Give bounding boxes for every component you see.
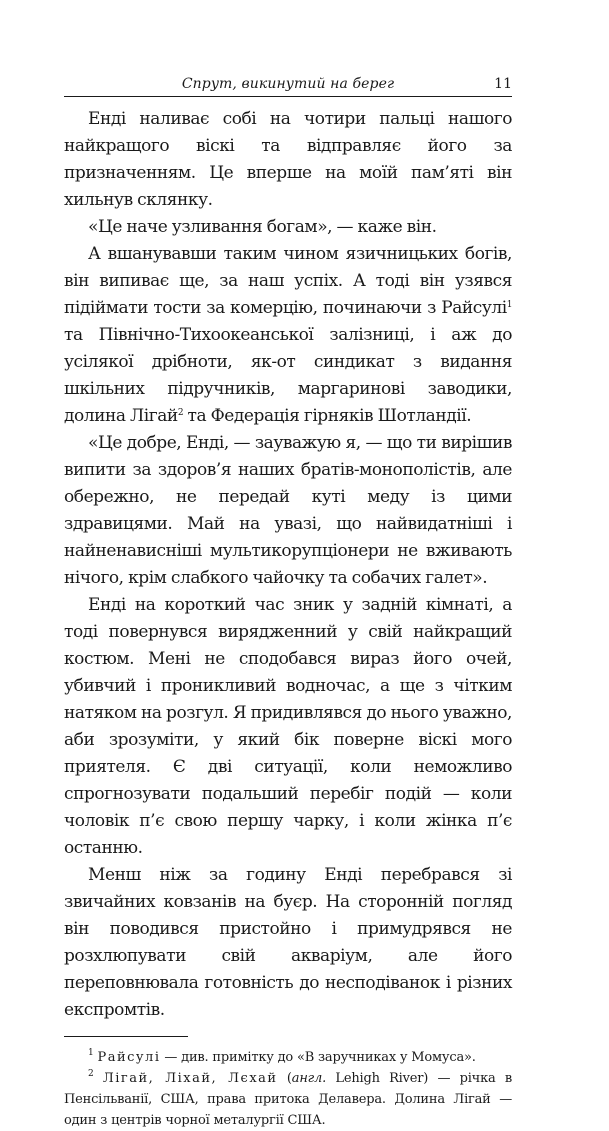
footnote-1-term: Райсулі bbox=[97, 1050, 161, 1065]
running-head bbox=[64, 74, 512, 97]
footnote-2-text: Lehigh River) — річка в Пенсільванії, США, права притока Делавера. Долина Лігай — один з центрів чорної металургії США. bbox=[64, 1071, 513, 1128]
paragraph-3 bbox=[64, 241, 512, 430]
footnote-2-lang: англ. bbox=[291, 1071, 327, 1086]
paragraph-4: «Це добре, Енді, — зауважую я, — що ти вирішив випити за здоров’я наших братів-монополістів, але обережно, не передай куті меду із цими здравицями. Май на увазі, що найвидатніші і найненависніші мультикорупціонери не вживають нічого, крім слабкого чайочку та собачих галет». bbox=[64, 433, 512, 588]
footnote-1-text: — див. примітку до «В заручниках у Момуса». bbox=[160, 1050, 476, 1065]
running-title: Спрут, викинутий на берег bbox=[181, 76, 395, 92]
body-text bbox=[64, 106, 512, 1024]
paragraph-6: Менш ніж за годину Енді перебрався зі звичайних ковзанів на буєр. На сторонній погляд він поводився пристойно і примудрявся не розхлюпувати свій акваріум, але його переповнювала готовність до несподіванок і різних експромтів. bbox=[64, 865, 512, 1020]
footnote-2 bbox=[64, 1068, 512, 1131]
page-number: 11 bbox=[494, 76, 512, 92]
footnote-2-open: ( bbox=[277, 1071, 292, 1086]
footnotes bbox=[64, 1047, 512, 1131]
paragraph-3-part-b: та Північно-Тихоокеанської залізниці, і аж до усілякої дрібноти, як-от синдикат з видання шкільних підручників, маргаринові заводики, долина Лігай bbox=[64, 325, 512, 426]
paragraph-1: Енді наливає собі на чотири пальці нашого найкращого віскі та відправляє його за призначенням. Це вперше на моїй пам’яті він хильнув склянку. bbox=[64, 109, 512, 210]
book-page bbox=[64, 74, 512, 1131]
paragraph-5: Енді на короткий час зник у задній кімнаті, а тоді повернувся вирядженний у свій найкращий костюм. Мені не сподобався вираз його очей, убивчий і проникливий водночас, а ще з чітким натяком на розгул. Я придивлявся до нього уважно, аби зрозуміти, у який бік поверне віскі мого приятеля. Є дві ситуації, коли неможливо спрогнозувати подальший перебіг подій — коли чоловік п’є свою першу чарку, і коли жінка п’є останню. bbox=[64, 595, 512, 858]
footnote-1-mark: 1 bbox=[88, 1048, 94, 1058]
footnote-2-mark: 2 bbox=[88, 1069, 94, 1079]
paragraph-2: «Це наче узливання богам», — каже він. bbox=[88, 217, 437, 237]
footnote-1 bbox=[64, 1047, 512, 1068]
footnote-ref-2: 2 bbox=[177, 408, 184, 418]
footnote-ref-1: 1 bbox=[506, 300, 512, 310]
paragraph-3-part-c: та Федерація гірняків Шотландії. bbox=[183, 406, 472, 426]
paragraph-3-part-a: А вшанувавши таким чином язичницьких богів, він випиває ще, за наш успіх. А тоді він узявся підіймати тости за комерцію, починаючи з Райсулі bbox=[64, 244, 512, 318]
footnote-2-term: Лігай, Ліхай, Лєхай bbox=[102, 1071, 278, 1086]
footnote-separator bbox=[64, 1036, 188, 1037]
